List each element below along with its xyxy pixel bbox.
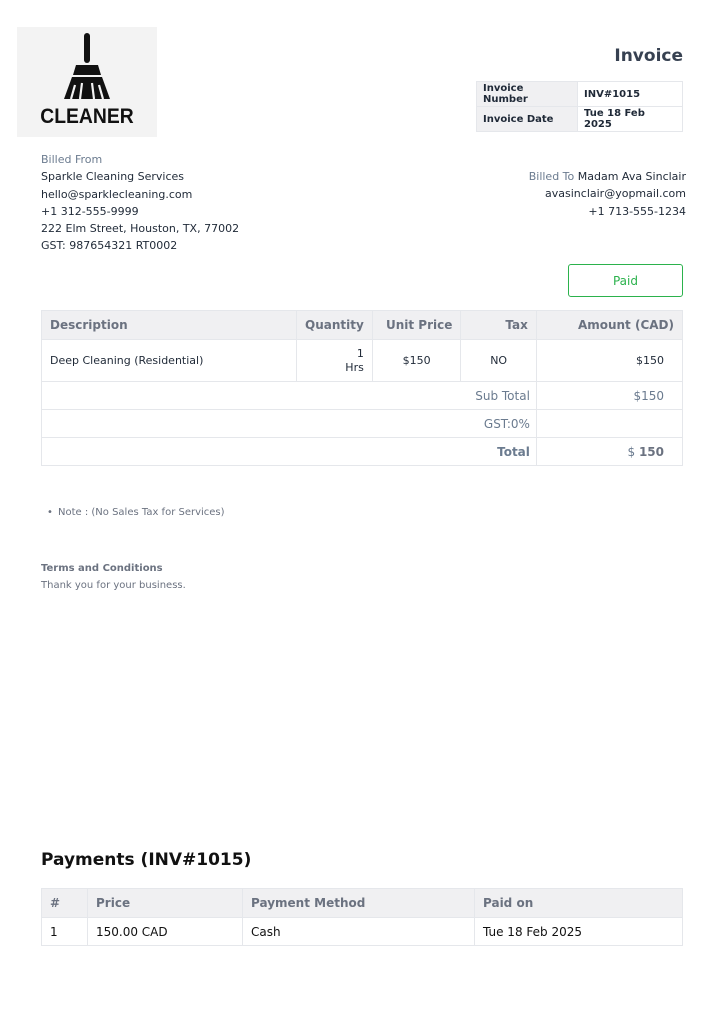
table-row xyxy=(42,340,683,382)
item-unit-price: $150 xyxy=(372,340,461,382)
invoice-number-value: INV#1015 xyxy=(578,82,683,107)
item-quantity xyxy=(297,340,373,382)
note-text: Note : (No Sales Tax for Services) xyxy=(58,507,225,518)
payment-paid-on: Tue 18 Feb 2025 xyxy=(475,918,683,946)
payments-header xyxy=(42,889,683,918)
invoice-date-value: Tue 18 Feb 2025 xyxy=(578,107,683,132)
header-amount: Amount (CAD) xyxy=(536,311,682,340)
invoice-date-row xyxy=(477,107,683,132)
subtotal-label: Sub Total xyxy=(42,382,537,410)
item-description: Deep Cleaning (Residential) xyxy=(42,340,297,382)
payments-header-paid-on: Paid on xyxy=(475,889,683,918)
line-items-header xyxy=(42,311,683,340)
bullet-icon: • xyxy=(47,507,53,518)
total-label: Total xyxy=(42,438,537,466)
payments-header-price: Price xyxy=(88,889,243,918)
billed-to-email: avasinclair@yopmail.com xyxy=(545,187,686,201)
billed-to-label: Billed To xyxy=(528,170,575,183)
item-quantity-value: 1 xyxy=(356,346,364,360)
billed-from-gst: GST: 987654321 RT0002 xyxy=(41,239,178,253)
header-description: Description xyxy=(42,311,297,340)
billed-from-label: Billed From xyxy=(41,153,103,166)
invoice-number-label: Invoice Number xyxy=(477,82,578,107)
billed-from-phone: +1 312-555-9999 xyxy=(41,204,139,218)
total-row xyxy=(42,438,683,466)
billed-from-email: hello@sparklecleaning.com xyxy=(41,187,193,201)
billed-to-name: Madam Ava Sinclair xyxy=(577,170,686,183)
invoice-meta-table xyxy=(476,81,683,132)
header-unit-price: Unit Price xyxy=(372,311,461,340)
item-tax: NO xyxy=(461,340,537,382)
payment-price: 150.00 CAD xyxy=(88,918,243,946)
billed-to-block xyxy=(529,168,686,220)
logo-text: CLEANER xyxy=(40,105,134,128)
invoice-date-label: Invoice Date xyxy=(477,107,578,132)
terms-title: Terms and Conditions xyxy=(41,563,163,574)
item-amount: $150 xyxy=(536,340,682,382)
invoice-number-row xyxy=(477,82,683,107)
payments-header-index: # xyxy=(42,889,88,918)
subtotal-row xyxy=(42,382,683,410)
payment-index: 1 xyxy=(42,918,88,946)
billed-from-name: Sparkle Cleaning Services xyxy=(41,170,185,184)
company-logo xyxy=(17,27,157,137)
payment-method: Cash xyxy=(243,918,475,946)
billed-from-address: 222 Elm Street, Houston, TX, 77002 xyxy=(41,222,240,236)
billed-to-phone: +1 713-555-1234 xyxy=(588,204,686,218)
payments-title: Payments (INV#1015) xyxy=(41,850,252,870)
total-value-cell xyxy=(536,438,682,466)
document-title: Invoice xyxy=(614,46,683,66)
gst-label: GST:0% xyxy=(42,410,537,438)
status-badge: Paid xyxy=(568,264,683,297)
table-row xyxy=(42,918,683,946)
gst-row xyxy=(42,410,683,438)
billed-from-block xyxy=(41,151,239,255)
line-items-table xyxy=(41,310,683,466)
subtotal-value: $150 xyxy=(536,382,682,410)
payments-header-method: Payment Method xyxy=(243,889,475,918)
total-value: 150 xyxy=(638,444,664,459)
payments-table xyxy=(41,888,683,946)
note xyxy=(47,507,225,518)
total-currency: $ xyxy=(627,444,636,459)
terms-text: Thank you for your business. xyxy=(41,580,186,591)
broom-icon xyxy=(62,33,112,101)
item-quantity-unit: Hrs xyxy=(345,360,364,374)
gst-value xyxy=(536,410,682,438)
header-tax: Tax xyxy=(461,311,537,340)
header-quantity: Quantity xyxy=(297,311,373,340)
